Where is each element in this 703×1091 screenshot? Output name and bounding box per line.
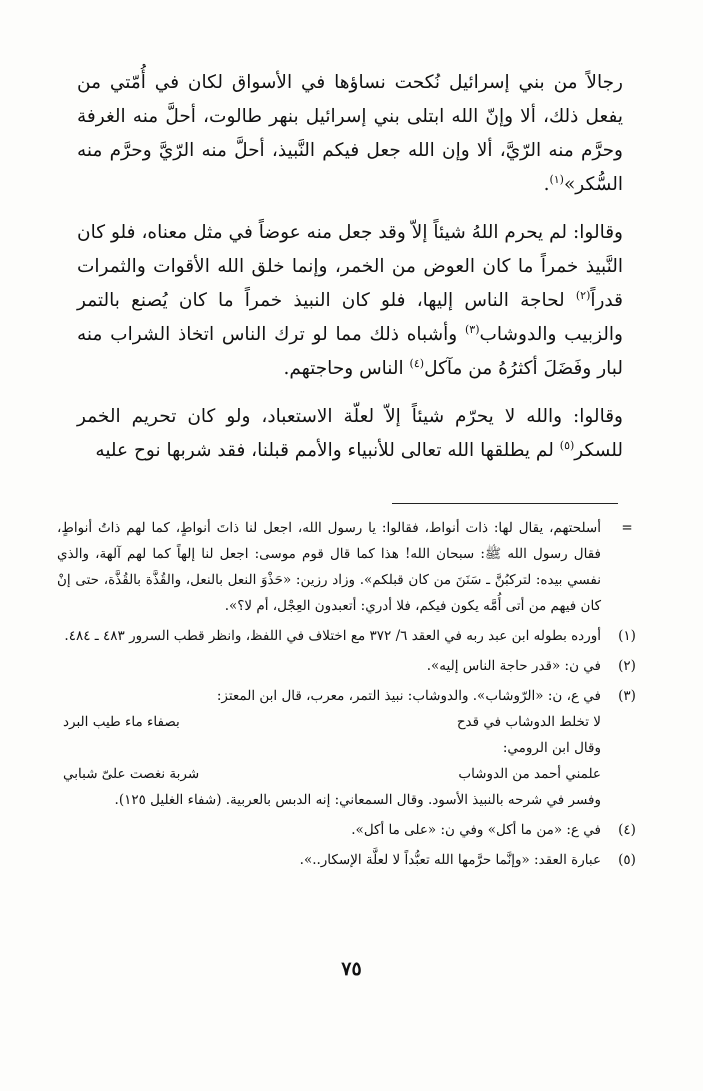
paragraph-3-text-a: وقالوا: والله لا يحرّم شيئاً إلاّ لعلّة الاستعباد، ولو كان تحريم الخمر للسكر	[77, 406, 623, 461]
continuation-mark: =	[621, 520, 633, 536]
footnote-5	[57, 847, 643, 873]
paragraph-2-text-c: وأشباه ذلك مما لو ترك الناس اتخاذ الشراب منه لبار وفَضَلَ أكثرُهُ من مآكل	[77, 324, 623, 379]
paragraph-2	[77, 216, 623, 386]
paragraph-1-text: رجالاً من بني إسرائيل نُكحت نساؤها في الأسواق لكان في أُمّتي من يفعل ذلك، ألا وإنّ الله ابتلى بني إسرائيل بنهر طالوت، أحلَّ منه الغرفة وحرَّم منه الرّيَّ، ألا وإن الله جعل فيكم النَّبيذ، أحلَّ منه الرّيَّ وحرَّم منه السُّكر»	[77, 72, 623, 195]
verse-line-1	[57, 709, 601, 735]
paragraph-1-end: .	[543, 174, 550, 195]
paragraph-2-text-a: وقالوا: لم يحرم اللهُ شيئاً إلاّ وقد جعل منه عوضاً في مثل معناه، فلو كان النَّبيذ خمراً ما كان العوض من الخمر، وإنما خلق الله الأقوات والثمرات قدراً	[77, 222, 623, 311]
footnote-ref-2: (٢)	[575, 288, 591, 302]
footnote-2	[57, 653, 643, 679]
paragraph-2-text-d: الناس وحاجتهم.	[283, 358, 404, 379]
verse-hemistich: علمني أحمد من الدوشاب	[458, 766, 601, 782]
paragraph-1	[77, 66, 623, 202]
footnote-1	[57, 623, 643, 649]
footnote-ref-1: (١)	[549, 172, 564, 186]
verse-line-2	[57, 761, 601, 787]
paragraph-2-text-b: لحاجة الناس إليها، فلو كان النبيذ خمراً ما كان يُصنع بالتمر والزبيب والدوشاب	[77, 290, 623, 345]
verse-intro: وقال ابن الرومي:	[502, 740, 601, 756]
footnote-4	[57, 817, 643, 843]
page-number: ٧٥	[341, 958, 362, 980]
verse-hemistich: شربة نغصت علىّ شبابي	[63, 766, 200, 782]
footnote-separator	[392, 503, 618, 504]
footnote-text: في ع، ن: «الرّوشاب». والدوشاب: نبيذ التمر، معرب، قال ابن المعتز:	[216, 688, 601, 704]
footnote-3	[57, 683, 643, 813]
footnote-text: في ن: «قدر حاجة الناس إليه».	[426, 658, 601, 674]
footnote-number: (٣)	[618, 688, 636, 704]
footnote-text: أورده بطوله ابن عبد ربه في العقد ٦/ ٣٧٢ مع اختلاف في اللفظ، وانظر قطب السرور ٤٨٣ ـ ٤٨٤.	[64, 628, 601, 644]
footnote-ref-3: (٣)	[464, 322, 480, 336]
footnote-number: (٤)	[618, 822, 636, 838]
paragraph-3-text-b: لم يطلقها الله تعالى للأنبياء والأمم قبلنا، فقد شربها نوح عليه	[95, 440, 554, 461]
verse-hemistich: لا تخلط الدوشاب في قدح	[456, 714, 601, 730]
footnote-ref-5: (٥)	[559, 438, 575, 452]
footnote-3-body	[57, 683, 601, 813]
continuation-text: أسلحتهم، يقال لها: ذات أنواط، فقالوا: يا رسول الله، اجعل لنا ذاتَ أنواطٍ، كما لهم ذاتُ أنواطٍ، فقال رسول الله ﷺ: سبحان الله! هذا كما قال قوم موسى: اجعل لنا إلهاً كما لهم آلهة، والذي نفسي بيده: لتركبُنَّ ـ سَنَنَ من كان قبلكم». وزاد رزين: «حَذْوَ النعل بالنعل، والقُذَّة بالقُذَّة، حتى إنْ كان فيهم من أتى أُمَّه يكون فيكم، فلا أدري: أتعبدون العِجْل، أم لا؟».	[57, 520, 601, 614]
main-text	[77, 66, 623, 482]
footnote-ref-4: (٤)	[409, 356, 425, 370]
footnote-3-tail: وفسر في شرحه بالنبيذ الأسود. وقال السمعاني: إنه الدبس بالعربية. (شفاء الغليل ١٢٥).	[114, 792, 601, 808]
footnote-number: (٢)	[618, 658, 636, 674]
footnote-number: (١)	[618, 628, 636, 644]
footnote-continuation	[57, 515, 643, 619]
footnote-text: عبارة العقد: «وإنَّما حرَّمها الله تعبُّداً لا لعلَّة الإسكار..».	[299, 852, 601, 868]
verse-hemistich: بصفاء ماء طيب البرد	[63, 714, 180, 730]
paragraph-3	[77, 400, 623, 468]
footnote-text: في ع: «من ما أكل» وفي ن: «على ما أكل».	[351, 822, 601, 838]
footnotes	[57, 515, 643, 873]
footnote-number: (٥)	[618, 852, 636, 868]
